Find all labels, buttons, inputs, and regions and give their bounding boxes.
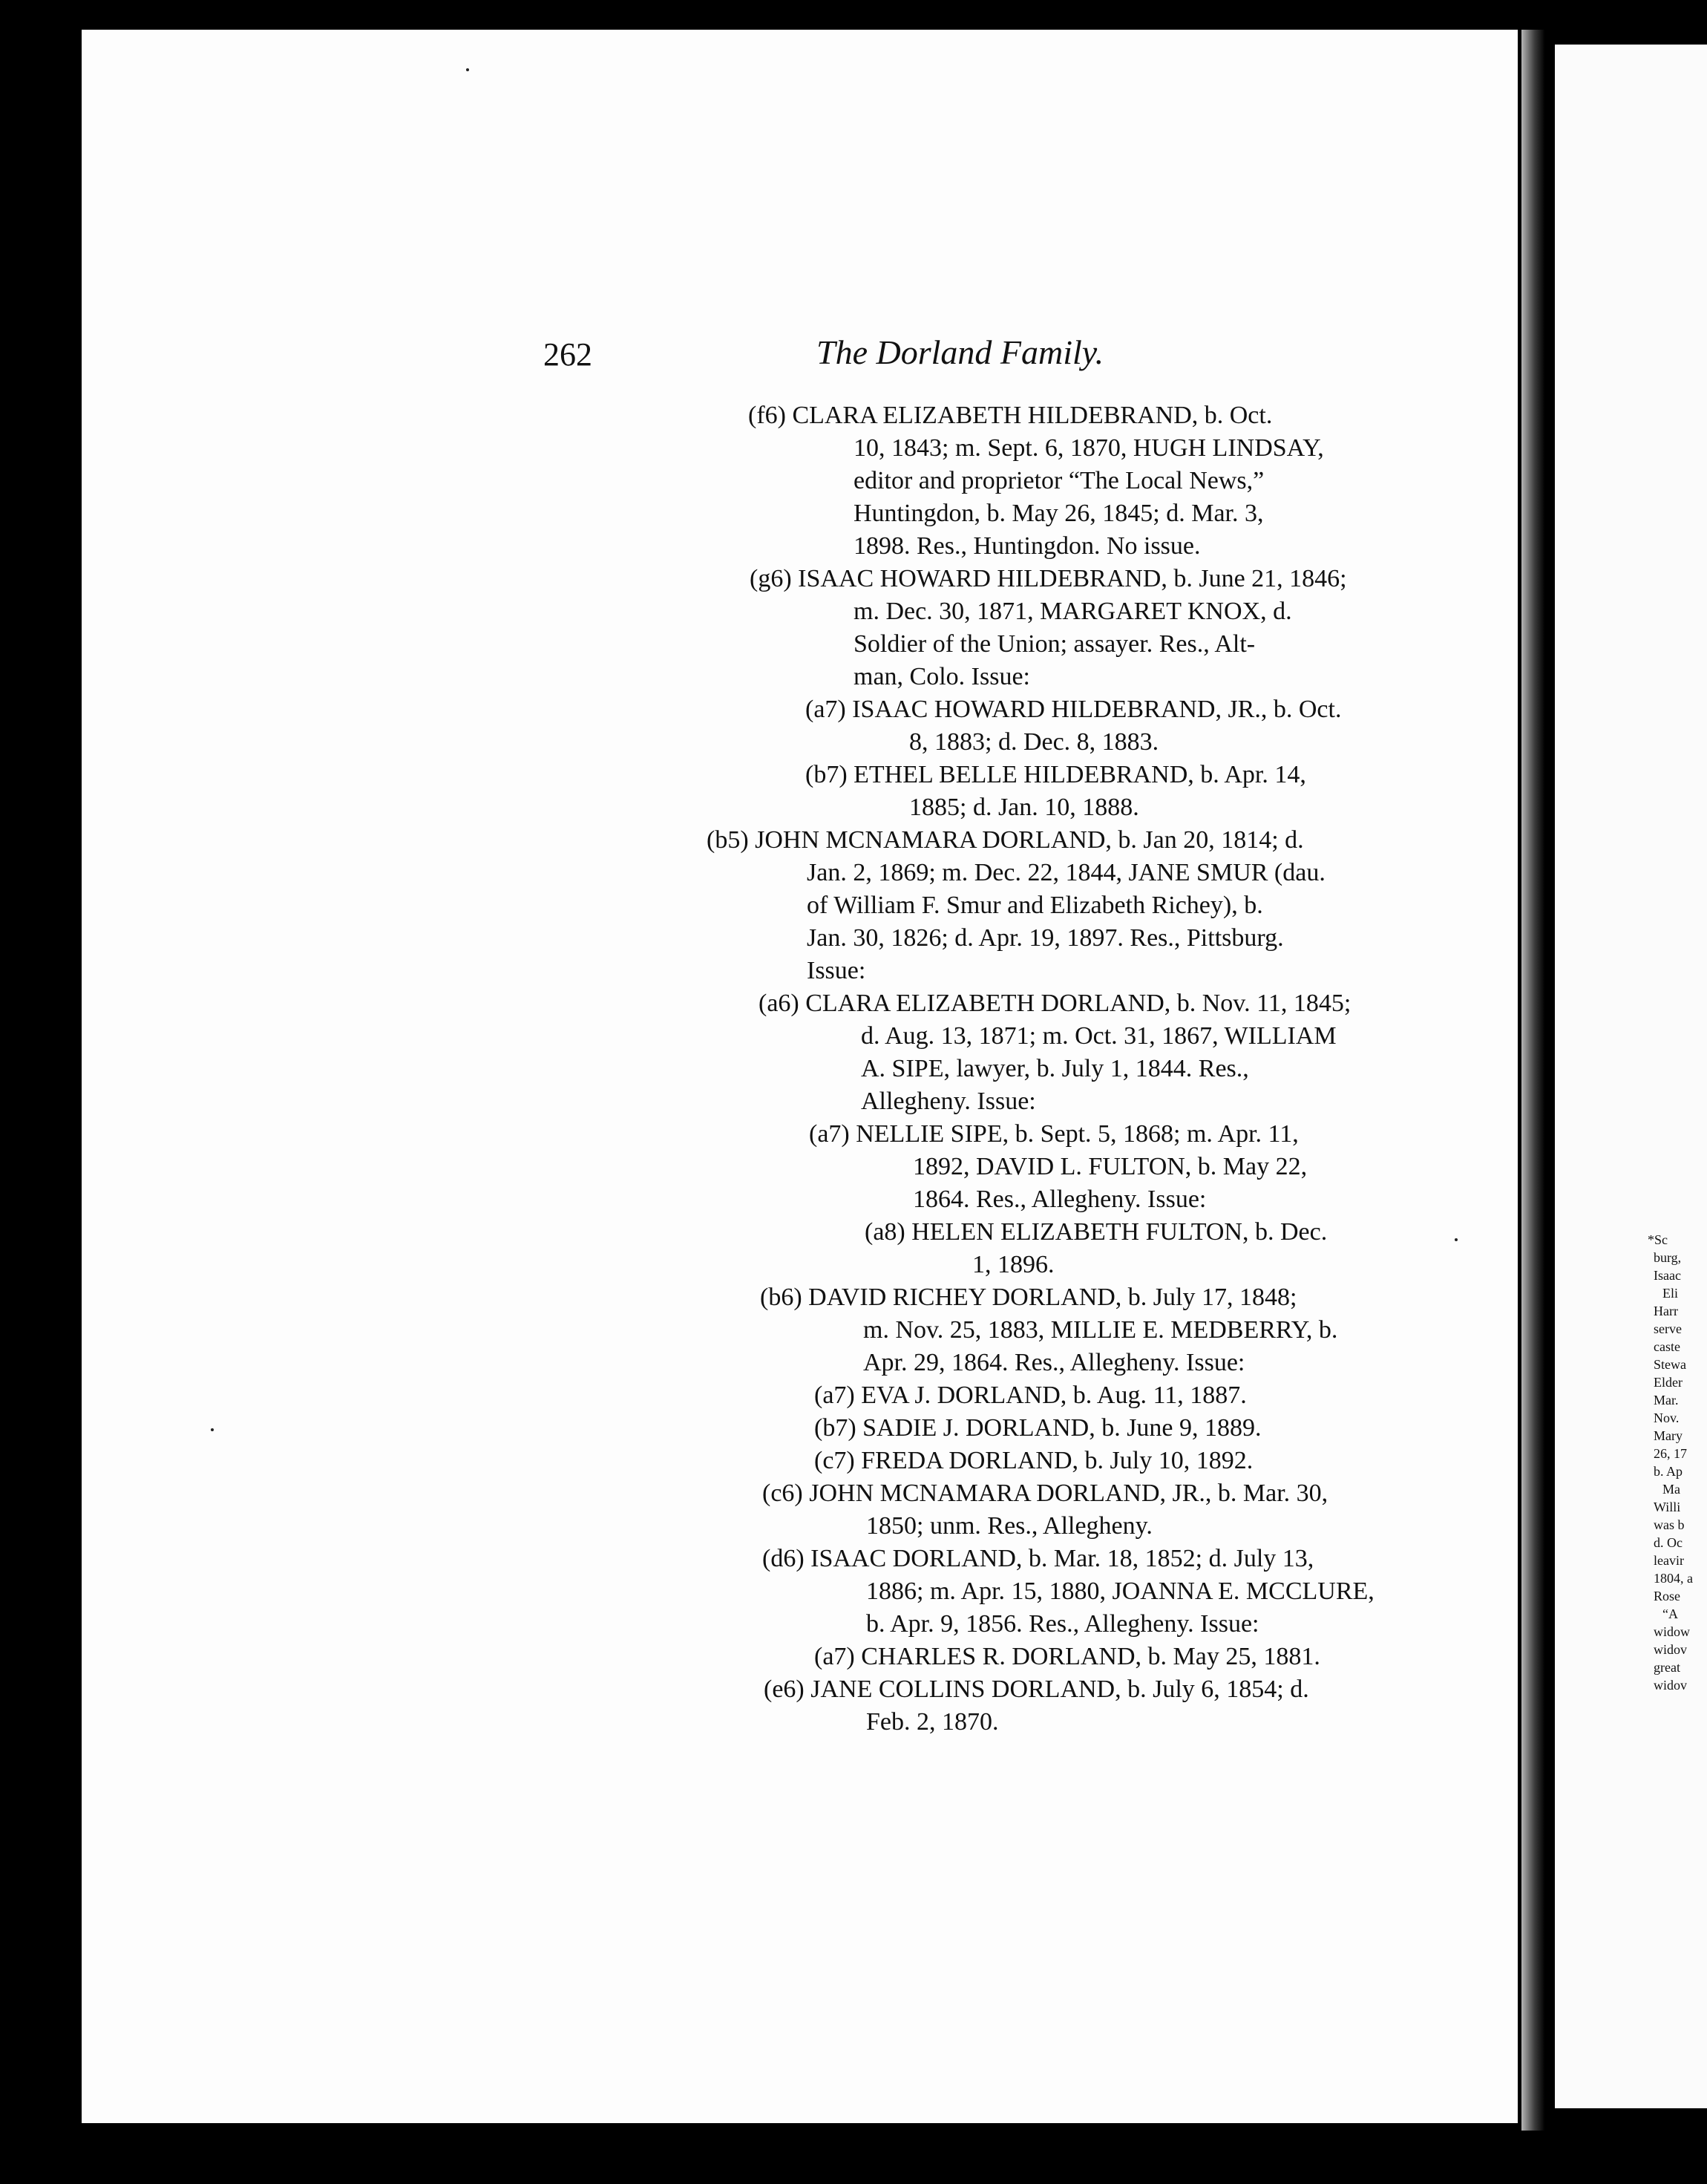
facing-fragment: *Sc [1648, 1232, 1668, 1247]
page-number: 262 [543, 336, 592, 373]
entry-line: d. Aug. 13, 1871; m. Oct. 31, 1867, WILLIAM [861, 1022, 1337, 1050]
entry-line: (f6) CLARA ELIZABETH HILDEBRAND, b. Oct. [748, 402, 1273, 429]
facing-fragment: widov [1654, 1642, 1687, 1657]
entry-line: (a6) CLARA ELIZABETH DORLAND, b. Nov. 11, 1845; [759, 990, 1351, 1017]
book-spine [1521, 30, 1555, 2131]
entry-line: m. Dec. 30, 1871, MARGARET KNOX, d. [854, 598, 1292, 625]
entry-line: (b5) JOHN MCNAMARA DORLAND, b. Jan 20, 1814; d. [707, 826, 1304, 854]
scan-speck [211, 1428, 214, 1431]
left-page [82, 30, 1518, 2123]
facing-fragment: great [1654, 1660, 1680, 1675]
entry-line: A. SIPE, lawyer, b. July 1, 1844. Res., [861, 1055, 1249, 1082]
entry-line: 1898. Res., Huntingdon. No issue. [854, 532, 1201, 560]
entry-line: Jan. 30, 1826; d. Apr. 19, 1897. Res., Pittsburg. [807, 924, 1284, 952]
facing-fragment: Isaac [1654, 1268, 1681, 1283]
entry-line: (b6) DAVID RICHEY DORLAND, b. July 17, 1848; [760, 1284, 1297, 1311]
facing-fragment: 1804, a [1654, 1571, 1693, 1586]
entry-line: 1864. Res., Allegheny. Issue: [913, 1186, 1207, 1213]
entry-line: (c6) JOHN MCNAMARA DORLAND, JR., b. Mar. 30, [762, 1480, 1328, 1507]
facing-fragment: Harr [1654, 1304, 1678, 1318]
entry-line: of William F. Smur and Elizabeth Richey), b. [807, 892, 1263, 919]
entry-line: (e6) JANE COLLINS DORLAND, b. July 6, 1854; d. [764, 1675, 1309, 1703]
entry-line: Apr. 29, 1864. Res., Allegheny. Issue: [863, 1349, 1245, 1376]
facing-fragment: Rose [1654, 1589, 1680, 1603]
entry-line: (a7) ISAAC HOWARD HILDEBRAND, JR., b. Oct. [805, 696, 1342, 723]
facing-fragment: caste [1654, 1339, 1680, 1354]
entry-line: 1885; d. Jan. 10, 1888. [909, 794, 1139, 821]
entry-line: Soldier of the Union; assayer. Res., Alt- [854, 630, 1256, 658]
facing-fragment: burg, [1654, 1250, 1682, 1265]
facing-fragment: Nov. [1654, 1410, 1680, 1425]
entry-line: b. Apr. 9, 1856. Res., Allegheny. Issue: [866, 1610, 1259, 1638]
facing-fragment: b. Ap [1654, 1464, 1683, 1479]
facing-fragment: serve [1654, 1321, 1682, 1336]
facing-fragment: widov [1654, 1678, 1687, 1693]
facing-fragment: Stewa [1654, 1357, 1686, 1372]
entry-line: m. Nov. 25, 1883, MILLIE E. MEDBERRY, b. [863, 1316, 1338, 1344]
entry-line: Huntingdon, b. May 26, 1845; d. Mar. 3, [854, 500, 1264, 527]
entry-line: (b7) SADIE J. DORLAND, b. June 9, 1889. [814, 1414, 1262, 1442]
entry-line: Allegheny. Issue: [861, 1088, 1036, 1115]
facing-page-edge [1555, 45, 1707, 2108]
facing-fragment: Eli [1662, 1286, 1678, 1301]
entry-line: Jan. 2, 1869; m. Dec. 22, 1844, JANE SMUR (dau. [807, 859, 1326, 886]
entry-line: 1, 1896. [972, 1251, 1055, 1278]
facing-fragment: 26, 17 [1654, 1446, 1687, 1461]
entry-line: Feb. 2, 1870. [866, 1708, 999, 1736]
entry-line: Issue: [807, 957, 866, 984]
scan-speck [1455, 1238, 1458, 1241]
entry-line: man, Colo. Issue: [854, 663, 1030, 690]
entry-line: (a7) NELLIE SIPE, b. Sept. 5, 1868; m. Apr. 11, [809, 1120, 1299, 1148]
facing-fragment: Ma [1662, 1482, 1680, 1497]
entry-line: 1850; unm. Res., Allegheny. [866, 1512, 1153, 1540]
entry-line: editor and proprietor “The Local News,” [854, 467, 1265, 494]
entry-line: (b7) ETHEL BELLE HILDEBRAND, b. Apr. 14, [805, 761, 1306, 788]
facing-fragment: Willi [1654, 1500, 1681, 1514]
facing-fragment: Elder [1654, 1375, 1683, 1390]
entry-line: 1886; m. Apr. 15, 1880, JOANNA E. MCCLURE, [866, 1577, 1375, 1605]
facing-fragment: Mar. [1654, 1393, 1679, 1407]
facing-fragment: leavir [1654, 1553, 1684, 1568]
entry-line: (a7) CHARLES R. DORLAND, b. May 25, 1881. [814, 1643, 1320, 1670]
facing-fragment: Mary [1654, 1428, 1683, 1443]
entry-line: (c7) FREDA DORLAND, b. July 10, 1892. [814, 1447, 1254, 1474]
entry-line: 8, 1883; d. Dec. 8, 1883. [909, 728, 1159, 756]
entry-line: 10, 1843; m. Sept. 6, 1870, HUGH LINDSAY, [854, 434, 1324, 462]
facing-fragment: was b [1654, 1517, 1685, 1532]
facing-fragment: “A [1662, 1606, 1678, 1621]
entry-line: (g6) ISAAC HOWARD HILDEBRAND, b. June 21, 1846; [750, 565, 1347, 592]
entry-line: (a8) HELEN ELIZABETH FULTON, b. Dec. [865, 1218, 1328, 1246]
entry-line: 1892, DAVID L. FULTON, b. May 22, [913, 1153, 1308, 1180]
facing-fragment: d. Oc [1654, 1535, 1683, 1550]
running-title: The Dorland Family. [816, 333, 1104, 371]
scan-speck [466, 68, 469, 71]
entry-line: (d6) ISAAC DORLAND, b. Mar. 18, 1852; d. July 13, [762, 1545, 1314, 1572]
facing-fragment: widow [1654, 1624, 1690, 1639]
entry-line: (a7) EVA J. DORLAND, b. Aug. 11, 1887. [814, 1382, 1247, 1409]
